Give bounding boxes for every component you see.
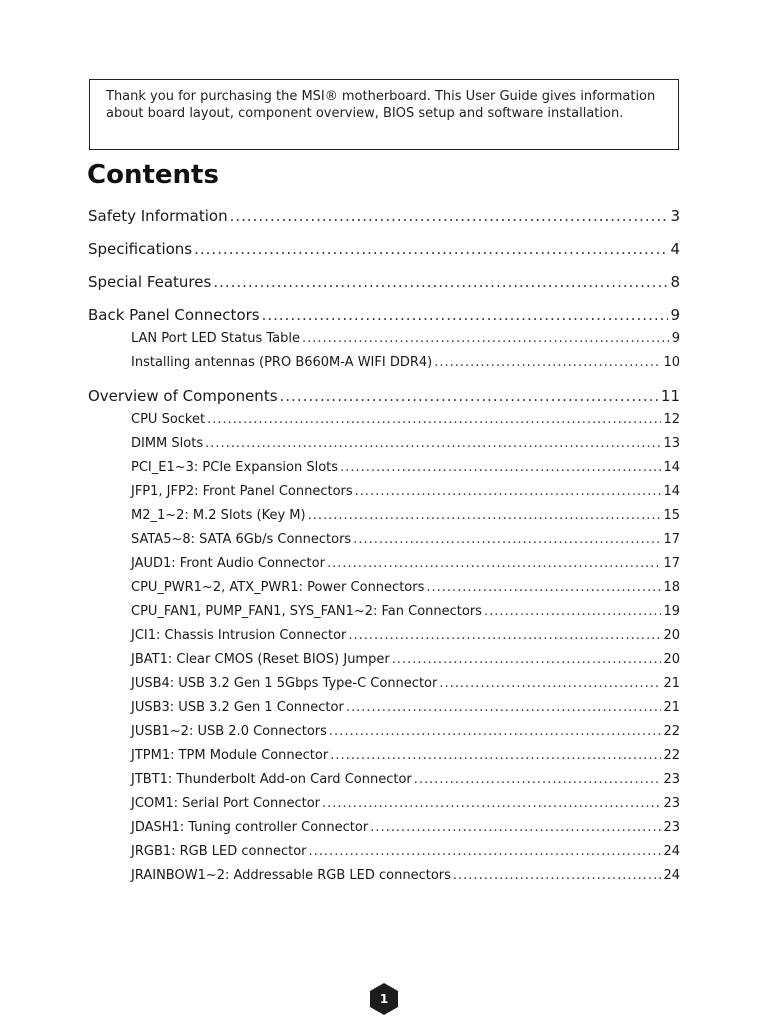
toc-entry-page: 9	[671, 331, 680, 346]
toc-dot-leader	[330, 748, 661, 763]
toc-subsection-entry[interactable]	[131, 412, 680, 427]
toc-entry-page: 9	[670, 306, 680, 324]
toc-entry-title: JAUD1: Front Audio Connector	[131, 556, 325, 571]
toc-entry-title: JTPM1: TPM Module Connector	[131, 748, 329, 763]
toc-entry-title: Specifications	[88, 240, 193, 258]
toc-dot-leader	[213, 273, 668, 291]
intro-notice-text: Thank you for purchasing the MSI® motherboard. This User Guide gives information about board layout, component overview, BIOS setup and software installation.	[106, 89, 656, 121]
toc-section-entry[interactable]	[88, 273, 680, 291]
toc-entry-page: 10	[663, 355, 680, 370]
toc-entry-title: CPU_FAN1, PUMP_FAN1, SYS_FAN1~2: Fan Connectors	[131, 604, 482, 619]
toc-dot-leader	[207, 412, 661, 427]
toc-dot-leader	[322, 796, 661, 811]
toc-entry-title: Overview of Components	[88, 387, 278, 405]
toc-entry-page: 23	[663, 820, 680, 835]
toc-entry-page: 3	[670, 207, 680, 225]
toc-entry-title: M2_1~2: M.2 Slots (Key M)	[131, 508, 306, 523]
toc-dot-leader	[308, 508, 662, 523]
toc-dot-leader	[353, 532, 661, 547]
toc-dot-leader	[346, 700, 662, 715]
toc-entry-page: 23	[663, 772, 680, 787]
toc-entry-title: JUSB1~2: USB 2.0 Connectors	[131, 724, 327, 739]
toc-entry-page: 22	[663, 724, 680, 739]
toc-subsection-entry[interactable]	[131, 868, 680, 883]
toc-entry-page: 22	[663, 748, 680, 763]
toc-entry-page: 19	[663, 604, 680, 619]
toc-entry-page: 17	[663, 556, 680, 571]
page-number: 1	[379, 992, 389, 1006]
toc-entry-page: 15	[663, 508, 680, 523]
toc-entry-page: 12	[663, 412, 680, 427]
toc-subsection-entry[interactable]	[131, 355, 680, 370]
toc-entry-page: 18	[663, 580, 680, 595]
toc-entry-page: 20	[663, 628, 680, 643]
toc-entry-page: 8	[670, 273, 680, 291]
toc-dot-leader	[348, 628, 661, 643]
toc-entry-title: DIMM Slots	[131, 436, 204, 451]
toc-dot-leader	[340, 460, 661, 475]
toc-entry-page: 24	[663, 868, 680, 883]
toc-subsection-entry[interactable]	[131, 796, 680, 811]
toc-subsection-entry[interactable]	[131, 532, 680, 547]
toc-subsection-entry[interactable]	[131, 676, 680, 691]
toc-subsection-entry[interactable]	[131, 508, 680, 523]
toc-dot-leader	[327, 556, 662, 571]
toc-entry-page: 14	[663, 484, 680, 499]
toc-subsection-entry[interactable]	[131, 331, 680, 346]
toc-subsection-entry[interactable]	[131, 844, 680, 859]
toc-dot-leader	[392, 652, 662, 667]
toc-subsection-entry[interactable]	[131, 556, 680, 571]
toc-entry-title: Back Panel Connectors	[88, 306, 260, 324]
toc-entry-title: JTBT1: Thunderbolt Add-on Card Connector	[131, 772, 412, 787]
toc-entry-title: JUSB3: USB 3.2 Gen 1 Connector	[131, 700, 344, 715]
page-number-badge	[367, 982, 401, 1016]
toc-entry-page: 21	[663, 676, 680, 691]
toc-entry-title: JRGB1: RGB LED connector	[131, 844, 307, 859]
toc-entry-title: CPU_PWR1~2, ATX_PWR1: Power Connectors	[131, 580, 425, 595]
intro-notice-box	[89, 79, 679, 150]
toc-section-entry[interactable]	[88, 240, 680, 258]
toc-section-entry[interactable]	[88, 387, 680, 405]
toc-entry-page: 14	[663, 460, 680, 475]
toc-dot-leader	[194, 240, 668, 258]
toc-entry-title: JRAINBOW1~2: Addressable RGB LED connectors	[131, 868, 451, 883]
toc-entry-title: JCI1: Chassis Intrusion Connector	[131, 628, 347, 643]
toc-entry-page: 11	[660, 387, 680, 405]
toc-dot-leader	[329, 724, 662, 739]
toc-dot-leader	[280, 387, 659, 405]
toc-subsection-entry[interactable]	[131, 700, 680, 715]
toc-entry-page: 13	[663, 436, 680, 451]
toc-subsection-entry[interactable]	[131, 748, 680, 763]
toc-entry-page: 20	[663, 652, 680, 667]
toc-dot-leader	[434, 355, 661, 370]
toc-subsection-entry[interactable]	[131, 484, 680, 499]
toc-dot-leader	[439, 676, 661, 691]
toc-section-entry[interactable]	[88, 306, 680, 324]
toc-entry-title: JBAT1: Clear CMOS (Reset BIOS) Jumper	[131, 652, 390, 667]
toc-subsection-entry[interactable]	[131, 652, 680, 667]
toc-dot-leader	[302, 331, 670, 346]
toc-entry-title: SATA5~8: SATA 6Gb/s Connectors	[131, 532, 352, 547]
toc-subsection-entry[interactable]	[131, 580, 680, 595]
toc-subsection-entry[interactable]	[131, 436, 680, 451]
toc-entry-title: JDASH1: Tuning controller Connector	[131, 820, 369, 835]
toc-subsection-entry[interactable]	[131, 628, 680, 643]
toc-entry-title: PCI_E1~3: PCIe Expansion Slots	[131, 460, 339, 475]
toc-dot-leader	[230, 207, 669, 225]
toc-entry-title: JUSB4: USB 3.2 Gen 1 5Gbps Type-C Connector	[131, 676, 438, 691]
toc-dot-leader	[414, 772, 662, 787]
toc-dot-leader	[309, 844, 662, 859]
toc-subsection-entry[interactable]	[131, 820, 680, 835]
toc-dot-leader	[262, 306, 669, 324]
toc-subsection-entry[interactable]	[131, 604, 680, 619]
toc-entry-title: Safety Information	[88, 207, 228, 225]
toc-dot-leader	[355, 484, 662, 499]
toc-dot-leader	[453, 868, 662, 883]
toc-entry-title: JFP1, JFP2: Front Panel Connectors	[131, 484, 353, 499]
toc-dot-leader	[484, 604, 661, 619]
toc-dot-leader	[426, 580, 661, 595]
toc-entry-page: 23	[663, 796, 680, 811]
toc-entry-page: 17	[663, 532, 680, 547]
toc-entry-title: JCOM1: Serial Port Connector	[131, 796, 321, 811]
toc-entry-page: 4	[670, 240, 680, 258]
toc-entry-page: 24	[663, 844, 680, 859]
toc-dot-leader	[370, 820, 661, 835]
toc-entry-title: Special Features	[88, 273, 212, 291]
toc-subsection-entry[interactable]	[131, 460, 680, 475]
toc-entry-title: Installing antennas (PRO B660M-A WIFI DDR4)	[131, 355, 433, 370]
toc-entry-page: 21	[663, 700, 680, 715]
toc-entry-title: CPU Socket	[131, 412, 206, 427]
toc-section-entry[interactable]	[88, 207, 680, 225]
page-title: Contents	[87, 160, 219, 190]
toc-dot-leader	[205, 436, 661, 451]
toc-entry-title: LAN Port LED Status Table	[131, 331, 300, 346]
toc-subsection-entry[interactable]	[131, 724, 680, 739]
toc-subsection-entry[interactable]	[131, 772, 680, 787]
